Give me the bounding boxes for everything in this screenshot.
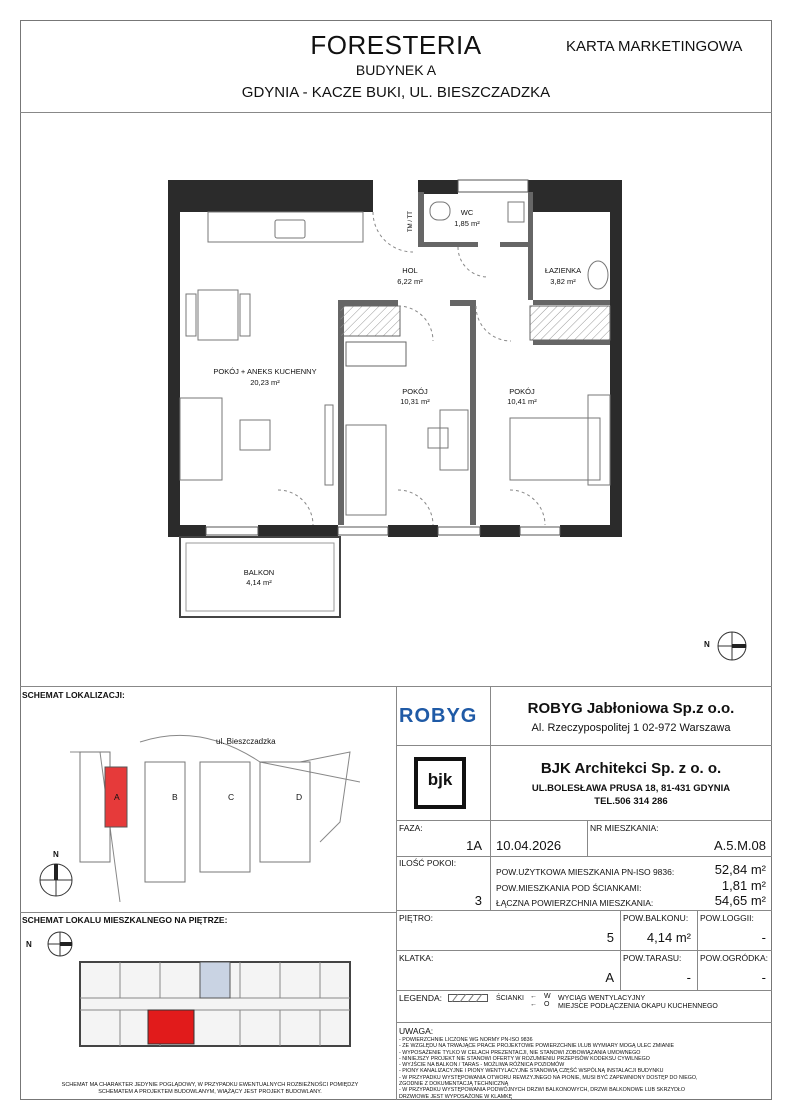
room-bath-name: ŁAZIENKA bbox=[544, 266, 582, 275]
header-divider bbox=[20, 112, 772, 113]
room-bed2-area: 10,41 m² bbox=[507, 397, 537, 406]
note-item: - ZE WZGLĘDU NA TRWAJĄCE PRACE PROJEKTOWE POWIERZCHNIE I/LUB WYMIARY MOGĄ ULEC ZMIANIE bbox=[399, 1043, 675, 1050]
stair-value: A bbox=[605, 970, 614, 985]
note-item: - W PRZYPADKU WYSTĘPOWANIA PODWÓJNYCH DRZWI BALKONOWYCH, DRZWI BALKONOWE LUB SKRZYDŁO DRZWIOWE JEST WYPOSAŻONE W KLAMKĘ bbox=[399, 1087, 686, 1100]
building-label: BUDYNEK A bbox=[355, 62, 437, 78]
notes-list bbox=[399, 1037, 699, 1100]
area-slope-label: POW.MIESZKANIA POD ŚCIANKAMI: bbox=[496, 883, 642, 893]
notes-title: UWAGA: bbox=[399, 1026, 434, 1036]
room-hol-area: 6,22 m² bbox=[397, 277, 423, 286]
area-row-divider bbox=[396, 910, 772, 911]
legend-divider bbox=[396, 1022, 772, 1023]
note-item: - POWIERZCHNIE LICZONE WG NORMY PN-ISO 9836 bbox=[399, 1037, 533, 1043]
legend-vent-arrow-icon: ← bbox=[530, 993, 537, 1000]
area-total-value: 54,65 m² bbox=[714, 893, 766, 908]
area-slope-value: 1,81 m² bbox=[721, 878, 766, 893]
legend-walls: ŚCIANKI bbox=[496, 995, 525, 1002]
room-bed2-name: POKÓJ bbox=[509, 387, 535, 396]
building-b-label: B bbox=[172, 792, 178, 802]
room-wc-area: 1,85 m² bbox=[454, 219, 480, 228]
note-item: - W PRZYPADKU WYSTĘPOWANIA OTWORU REWIZYJNEGO NA PIONIE, MUSI BYĆ ZAPEWNIONY DOSTĘP DO NIEGO, ZGODNIE Z DOKUMENTACJĄ TECHNICZNĄ bbox=[399, 1074, 698, 1088]
stair-label: KLATKA: bbox=[399, 953, 434, 963]
area-usable-value: 52,84 m² bbox=[714, 862, 766, 877]
floor-scheme-title: SCHEMAT LOKALU MIESZKALNEGO NA PIĘTRZE: bbox=[22, 915, 228, 925]
nr-label: NR MIESZKANIA: bbox=[590, 823, 659, 833]
room-hol-name: HOL bbox=[402, 266, 418, 275]
robyg-logo: ROBYG bbox=[399, 705, 478, 727]
area-total-label: ŁĄCZNA POWIERZCHNIA MIESZKANIA: bbox=[496, 898, 654, 908]
wall-hatch-icon bbox=[448, 994, 488, 1002]
bjk-logo-text: bjk bbox=[427, 770, 453, 789]
scheme-north-label: N bbox=[26, 940, 32, 949]
floor-value: 5 bbox=[606, 930, 614, 945]
faza-value: 1A bbox=[466, 838, 482, 853]
legend-vent: WYCIĄG WENTYLACYJNY bbox=[558, 995, 646, 1002]
room-balcony-name: BALKON bbox=[243, 568, 275, 577]
room-living-name: POKÓJ + ANEKS KUCHENNY bbox=[213, 367, 317, 376]
left-divider bbox=[20, 912, 396, 913]
garden-label: POW.OGRÓDKA: bbox=[700, 953, 769, 963]
architect-name: BJK Architekci Sp. z o. o. bbox=[540, 760, 722, 777]
date-value: 10.04.2026 bbox=[496, 838, 562, 853]
north-label: N bbox=[704, 640, 710, 649]
developer-address: Al. Rzeczypospolitej 1 02-972 Warszawa bbox=[531, 722, 731, 734]
floor-scheme-map bbox=[60, 948, 360, 1058]
project-title: FORESTERIA bbox=[310, 30, 482, 60]
floor-row-divider bbox=[396, 950, 772, 951]
legend-title: LEGENDA: bbox=[399, 993, 442, 1003]
stair-row-divider bbox=[396, 990, 772, 991]
architect-address: UL.BOLESŁAWA PRUSA 18, 81-431 GDYNIA bbox=[531, 783, 731, 794]
building-c-label: C bbox=[228, 792, 235, 802]
building-d-label: D bbox=[296, 792, 303, 802]
legend-hood-arrow-icon: ← bbox=[530, 1001, 537, 1008]
room-living-area: 20,23 m² bbox=[250, 378, 280, 387]
room-bed1-area: 10,31 m² bbox=[400, 397, 430, 406]
card-type: KARTA MARKETINGOWA bbox=[566, 38, 743, 55]
location-title: SCHEMAT LOKALIZACJI: bbox=[22, 690, 125, 700]
area-usable-label: POW.UŻYTKOWA MIESZKANIA PN-ISO 9836: bbox=[496, 867, 675, 877]
loggia-label: POW.LOGGII: bbox=[700, 913, 754, 923]
room-balcony-area: 4,14 m² bbox=[246, 578, 272, 587]
column-divider bbox=[396, 686, 397, 1100]
location-map bbox=[60, 722, 360, 902]
street-label: ul. Bieszczadzka bbox=[216, 737, 276, 746]
balcony-value: 4,14 m² bbox=[646, 930, 691, 945]
architect-divider bbox=[396, 820, 772, 821]
developer-name: ROBYG Jabłoniowa Sp.z o.o. bbox=[527, 700, 735, 717]
tm-label: TM / TT bbox=[408, 211, 414, 232]
rooms-value: 3 bbox=[474, 893, 482, 908]
note-item: - NINIEJSZY PROJEKT NIE STANOWI OFERTY W ROZUMIENIU PRZEPISÓW KODEKSU CYWILNEGO bbox=[399, 1055, 650, 1062]
nr-value: A.5.M.08 bbox=[713, 838, 766, 853]
room-wc-name: WC bbox=[460, 208, 474, 217]
location-north-icon bbox=[34, 858, 78, 902]
rooms-label: ILOŚĆ POKOI: bbox=[399, 858, 457, 868]
garden-value: - bbox=[761, 970, 766, 985]
building-a-label: A bbox=[114, 792, 120, 802]
legend-hood: MIEJSCE PODŁĄCZENIA OKAPU KUCHENNEGO bbox=[558, 1003, 718, 1010]
legend-hood-symbol: O bbox=[544, 1001, 550, 1008]
terrace-label: POW.TARASU: bbox=[623, 953, 682, 963]
faza-divider bbox=[490, 820, 491, 910]
developer-divider bbox=[396, 745, 772, 746]
faza-label: FAZA: bbox=[399, 823, 423, 833]
nr-row-divider bbox=[396, 856, 772, 857]
balcony-label: POW.BALKONU: bbox=[623, 913, 689, 923]
architect-phone: TEL.506 314 286 bbox=[594, 796, 668, 807]
room-bath-area: 3,82 m² bbox=[550, 277, 576, 286]
address-label: GDYNIA - KACZE BUKI, UL. BIESZCZADZKA bbox=[241, 84, 551, 101]
note-item: - WYPOSAŻENIE TYLKO W CELACH PREZENTACJI, NIE STANOWI ZOBOWIĄZANIA UMOWNEGO bbox=[399, 1049, 641, 1056]
floor-label: PIĘTRO: bbox=[399, 913, 434, 923]
scheme-disclaimer: SCHEMAT MA CHARAKTER JEDYNIE POGLĄDOWY, W PRZYPADKU EWENTUALNYCH ROZBIEŻNOŚCI POMIĘDZY SCHEMATEM A PROJEKTEM BUDOWLANYM, WIĄŻĄCY JEST PROJEKT BUDOWLANY. bbox=[61, 1082, 359, 1095]
legend-vent-symbol: W bbox=[544, 993, 551, 1000]
room-bed1-name: POKÓJ bbox=[402, 387, 428, 396]
location-north-label: N bbox=[53, 850, 59, 859]
loggia-value: - bbox=[761, 930, 766, 945]
note-item: - PIONY KANALIZACYJNE I PIONY WENTYLACYJNE STANOWIĄ CZĘŚĆ WSPÓLNĄ INSTALACJI BUDYNKU bbox=[399, 1068, 664, 1075]
date-divider bbox=[587, 820, 588, 856]
terrace-value: - bbox=[686, 970, 691, 985]
note-item: - WYJŚCIE NA BALKON / TARAS - MOŻLIWA RÓŻNICA POZIOMÓW bbox=[399, 1062, 565, 1069]
